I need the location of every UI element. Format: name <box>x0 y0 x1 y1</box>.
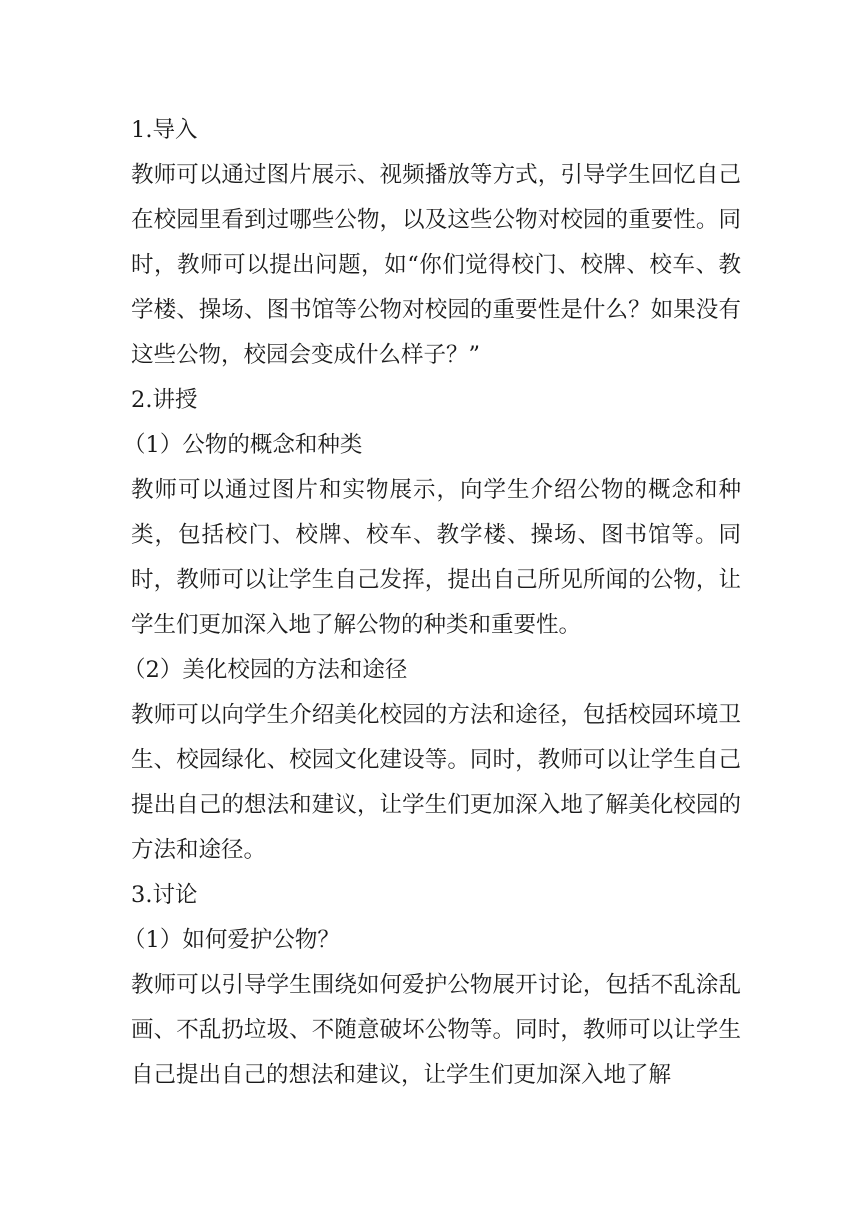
section-heading-teaching: 2.讲授 <box>131 387 198 413</box>
section-heading-intro: 1.导入 <box>131 117 198 143</box>
subheading-concept: （1）公物的概念和种类 <box>123 432 363 458</box>
subheading-beautify: （2）美化校园的方法和途径 <box>123 657 408 683</box>
section-heading-discussion: 3.讨论 <box>131 882 198 908</box>
paragraph-care: 教师可以引导学生围绕如何爱护公物展开讨论，包括不乱涂乱画、不乱扔垃圾、不随意破坏公物等。同时，教师可以让学生自己提出自己的想法和建议，让学生们更加深入地了解 <box>131 972 741 1088</box>
subheading-care: （1）如何爱护公物？ <box>123 927 340 953</box>
paragraph-concept: 教师可以通过图片和实物展示，向学生介绍公物的概念和种类，包括校门、校牌、校车、教学楼、操场、图书馆等。同时，教师可以让学生自己发挥，提出自己所见所闻的公物，让学生们更加深入地了解公物的种类和重要性。 <box>131 477 741 638</box>
paragraph-intro: 教师可以通过图片展示、视频播放等方式，引导学生回忆自己在校园里看到过哪些公物，以及这些公物对校园的重要性。同时，教师可以提出问题，如“你们觉得校门、校牌、校车、教学楼、操场、图书馆等公物对校园的重要性是什么？如果没有这些公物，校园会变成什么样子？” <box>131 162 741 368</box>
document-body <box>123 108 741 1098</box>
paragraph-beautify: 教师可以向学生介绍美化校园的方法和途径，包括校园环境卫生、校园绿化、校园文化建设等。同时，教师可以让学生自己提出自己的想法和建议，让学生们更加深入地了解美化校园的方法和途径。 <box>131 702 741 863</box>
